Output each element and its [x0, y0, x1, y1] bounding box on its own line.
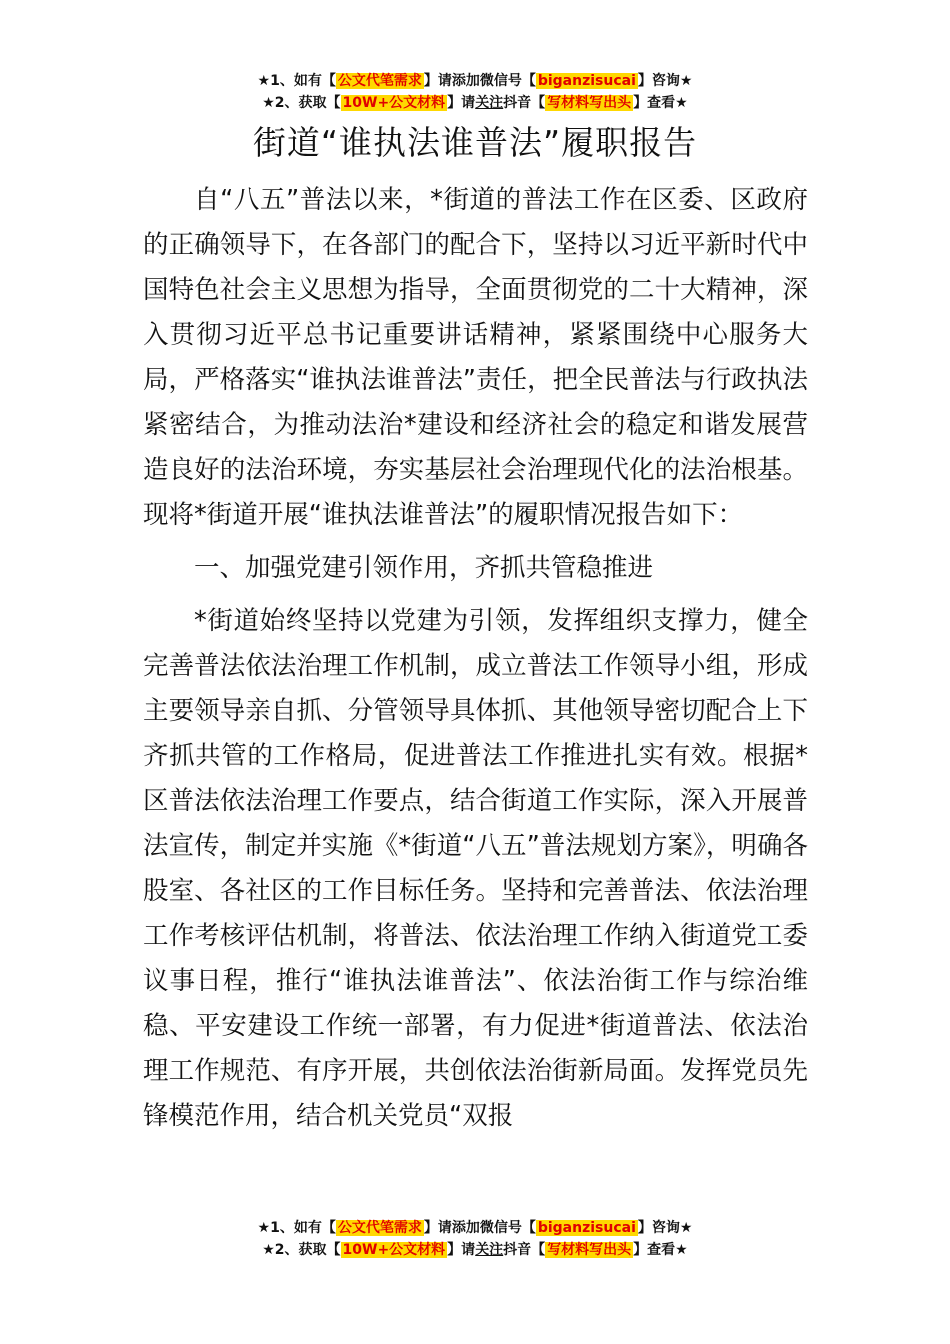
banner-highlight-wechat-id: biganzisucai [537, 1220, 636, 1236]
banner-text: 】查看★ [633, 1242, 688, 1258]
banner-line-1 [0, 70, 950, 92]
banner-text: 】咨询★ [637, 1220, 693, 1236]
section-paragraph: *街道始终坚持以党建为引领，发挥组织支撑力，健全完善普法依法治理工作机制，成立普法工作领导小组，形成主要领导亲自抓、分管领导具体抓、其他领导密切配合上下齐抓共管的工作格局，促进普法工作推进扎实有效。根据*区普法依法治理工作要点，结合街道工作实际，深入开展普法宣传，制定并实施《*街道“八五”普法规划方案》，明确各股室、各社区的工作目标任务。坚持和完善普法、依法治理工作考核评估机制，将普法、依法治理工作纳入街道党工委议事日程，推行“谁执法谁普法”、依法治街工作与综治维稳、平安建设工作统一部署，有力促进*街道普法、依法治理工作规范、有序开展，共创依法治街新局面。发挥党员先锋模范作用，结合机关党员“双报 [143, 606, 808, 1131]
footer-banner [0, 1217, 950, 1261]
document-title: 街道“谁执法谁普法”履职报告 [252, 123, 698, 162]
banner-highlight-douyin-account: 写材料写出头 [547, 1242, 632, 1258]
banner-text: ★1、如有【 [257, 73, 336, 89]
banner-text: 抖音【 [503, 95, 546, 111]
banner-highlight: 10W+公文材料 [342, 95, 446, 111]
banner-underlined-text: 关注 [475, 1242, 504, 1258]
banner-text: 】请添加微信号【 [423, 73, 536, 89]
banner-text: ★1、如有【 [257, 1220, 336, 1236]
banner-text: 】请 [447, 95, 476, 111]
banner-highlight: 公文代笔需求 [337, 73, 422, 89]
banner-highlight: 10W+公文材料 [342, 1242, 446, 1258]
banner-text: 】咨询★ [637, 73, 693, 89]
banner-highlight-douyin-account: 写材料写出头 [547, 95, 632, 111]
banner-text: 抖音【 [503, 1242, 546, 1258]
banner-text: ★2、获取【 [262, 1242, 341, 1258]
banner-text: ★2、获取【 [262, 95, 341, 111]
banner-line-2 [0, 1239, 950, 1261]
banner-line-1 [0, 1217, 950, 1239]
document-body [143, 178, 808, 1139]
banner-text: 】请添加微信号【 [423, 1220, 536, 1236]
banner-highlight: 公文代笔需求 [337, 1220, 422, 1236]
banner-text: 】查看★ [633, 95, 688, 111]
header-banner [0, 70, 950, 114]
banner-highlight-wechat-id: biganzisucai [537, 73, 636, 89]
banner-underlined-text: 关注 [475, 95, 504, 111]
intro-paragraph: 自“八五”普法以来，*街道的普法工作在区委、区政府的正确领导下，在各部门的配合下，坚持以习近平新时代中国特色社会主义思想为指导，全面贯彻党的二十大精神，深入贯彻习近平总书记重要讲话精神，紧紧围绕中心服务大局，严格落实“谁执法谁普法”责任，把全民普法与行政执法紧密结合，为推动法治*建设和经济社会的稳定和谐发展营造良好的法治环境，夯实基层社会治理现代化的法治根基。现将*街道开展“谁执法谁普法”的履职情况报告如下： [143, 185, 808, 530]
banner-text: 】请 [447, 1242, 476, 1258]
section-heading: 一、加强党建引领作用，齐抓共管稳推进 [194, 553, 654, 583]
banner-line-2 [0, 92, 950, 114]
